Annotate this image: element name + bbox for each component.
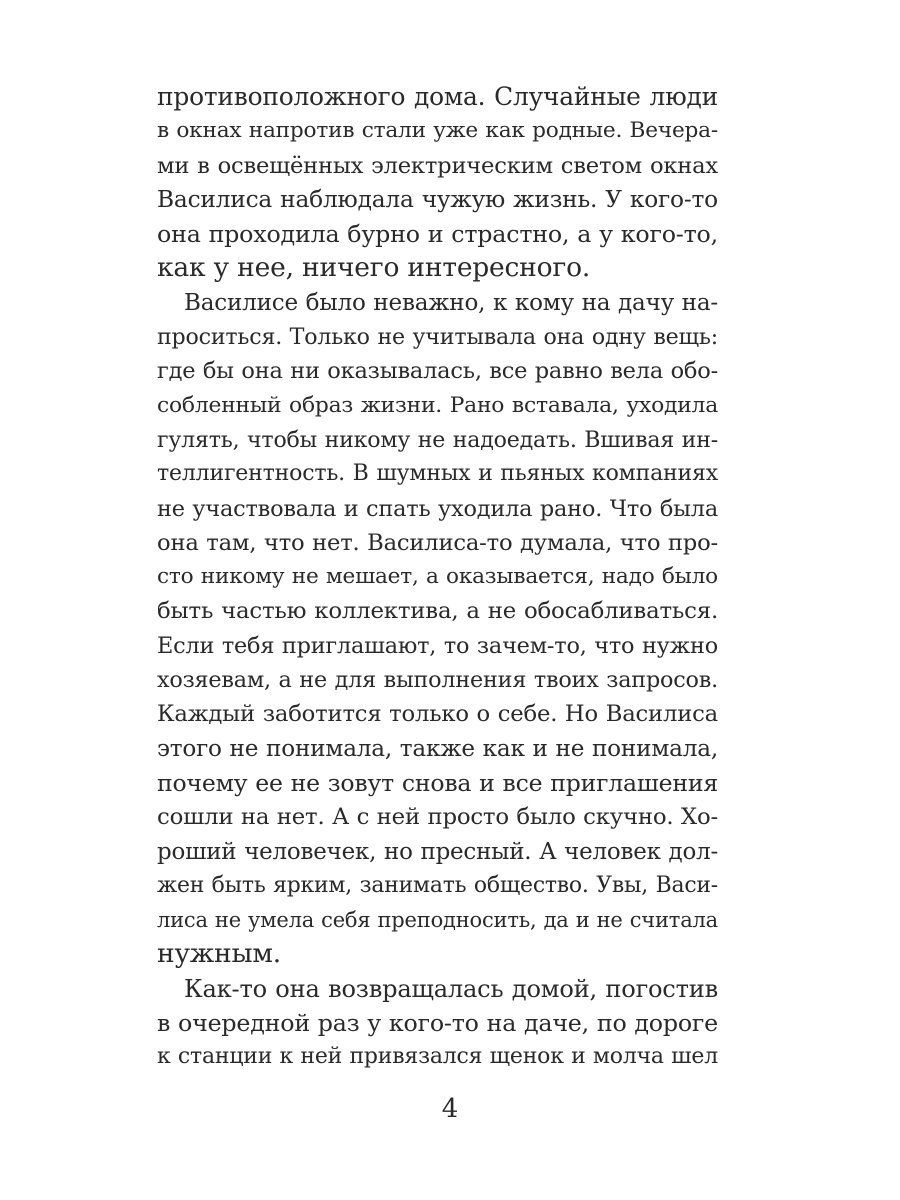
text-line: она проходила бурно и страстно, а у кого-то, (157, 220, 718, 249)
text-line: Василисе было неважно, к кому на дачу на- (184, 289, 718, 316)
text-line: Как-то она возвращалась домой, погостив (184, 974, 718, 1003)
text-line: она там, что нет. Василиса-то думала, что про- (157, 529, 718, 556)
text-line: не участвовала и спать уходила рано. Что была (157, 495, 718, 522)
text-line: гулять, чтобы никому не надоедать. Вшивая ин- (157, 426, 718, 453)
text-line: как у нее, ничего интересного. (157, 252, 591, 284)
text-line: где бы она ни оказывалась, все равно вела обо- (157, 358, 718, 385)
text-line: ми в освещённых электрическим светом окнах (157, 152, 718, 179)
text-line: противоположного дома. Случайные люди (157, 82, 718, 111)
text-line: сошли на нет. А с ней просто было скучно. Хо- (157, 804, 718, 831)
text-line: Каждый заботится только о себе. Но Василиса (157, 701, 718, 728)
text-line: Василиса наблюдала чужую жизнь. У кого-то (157, 185, 718, 213)
text-line: почему ее не зовут снова и все приглашения (157, 768, 718, 797)
text-line: проситься. Только не учитывала она одну вещь: (157, 324, 718, 351)
text-line: нужным. (157, 938, 282, 970)
text-line: этого не понимала, также как и не понимала, (157, 735, 718, 762)
text-line: Если тебя приглашают, то зачем-то, что нужно (157, 632, 718, 659)
body-text (157, 80, 718, 1075)
text-line: роший человечек, но пресный. А человек дол- (157, 838, 718, 865)
text-line: сто никому не мешает, а оказывается, надо было (157, 564, 718, 590)
paragraph-2 (157, 286, 718, 972)
text-line: теллигентность. В шумных и пьяных компаниях (157, 461, 718, 487)
text-line: быть частью коллектива, а не обосабливаться. (157, 598, 718, 625)
text-line: жен быть ярким, занимать общество. Увы, Васи- (157, 872, 718, 898)
page-number: 4 (441, 1094, 459, 1124)
paragraph-1 (157, 80, 718, 286)
text-line: к станции к ней привязался щенок и молча шел (157, 1044, 718, 1070)
text-line: в очередной раз у кого-то на даче, по дороге (157, 1009, 718, 1038)
text-line: лиса не умела себя преподносить, да и не считала (157, 908, 718, 933)
text-line: в окнах напротив стали уже как родные. Вечера- (157, 118, 718, 144)
text-line: собленный образ жизни. Рано вставала, уходила (157, 392, 718, 418)
paragraph-3 (157, 972, 718, 1075)
text-line: хозяевам, а не для выполнения твоих запросов. (157, 667, 718, 694)
